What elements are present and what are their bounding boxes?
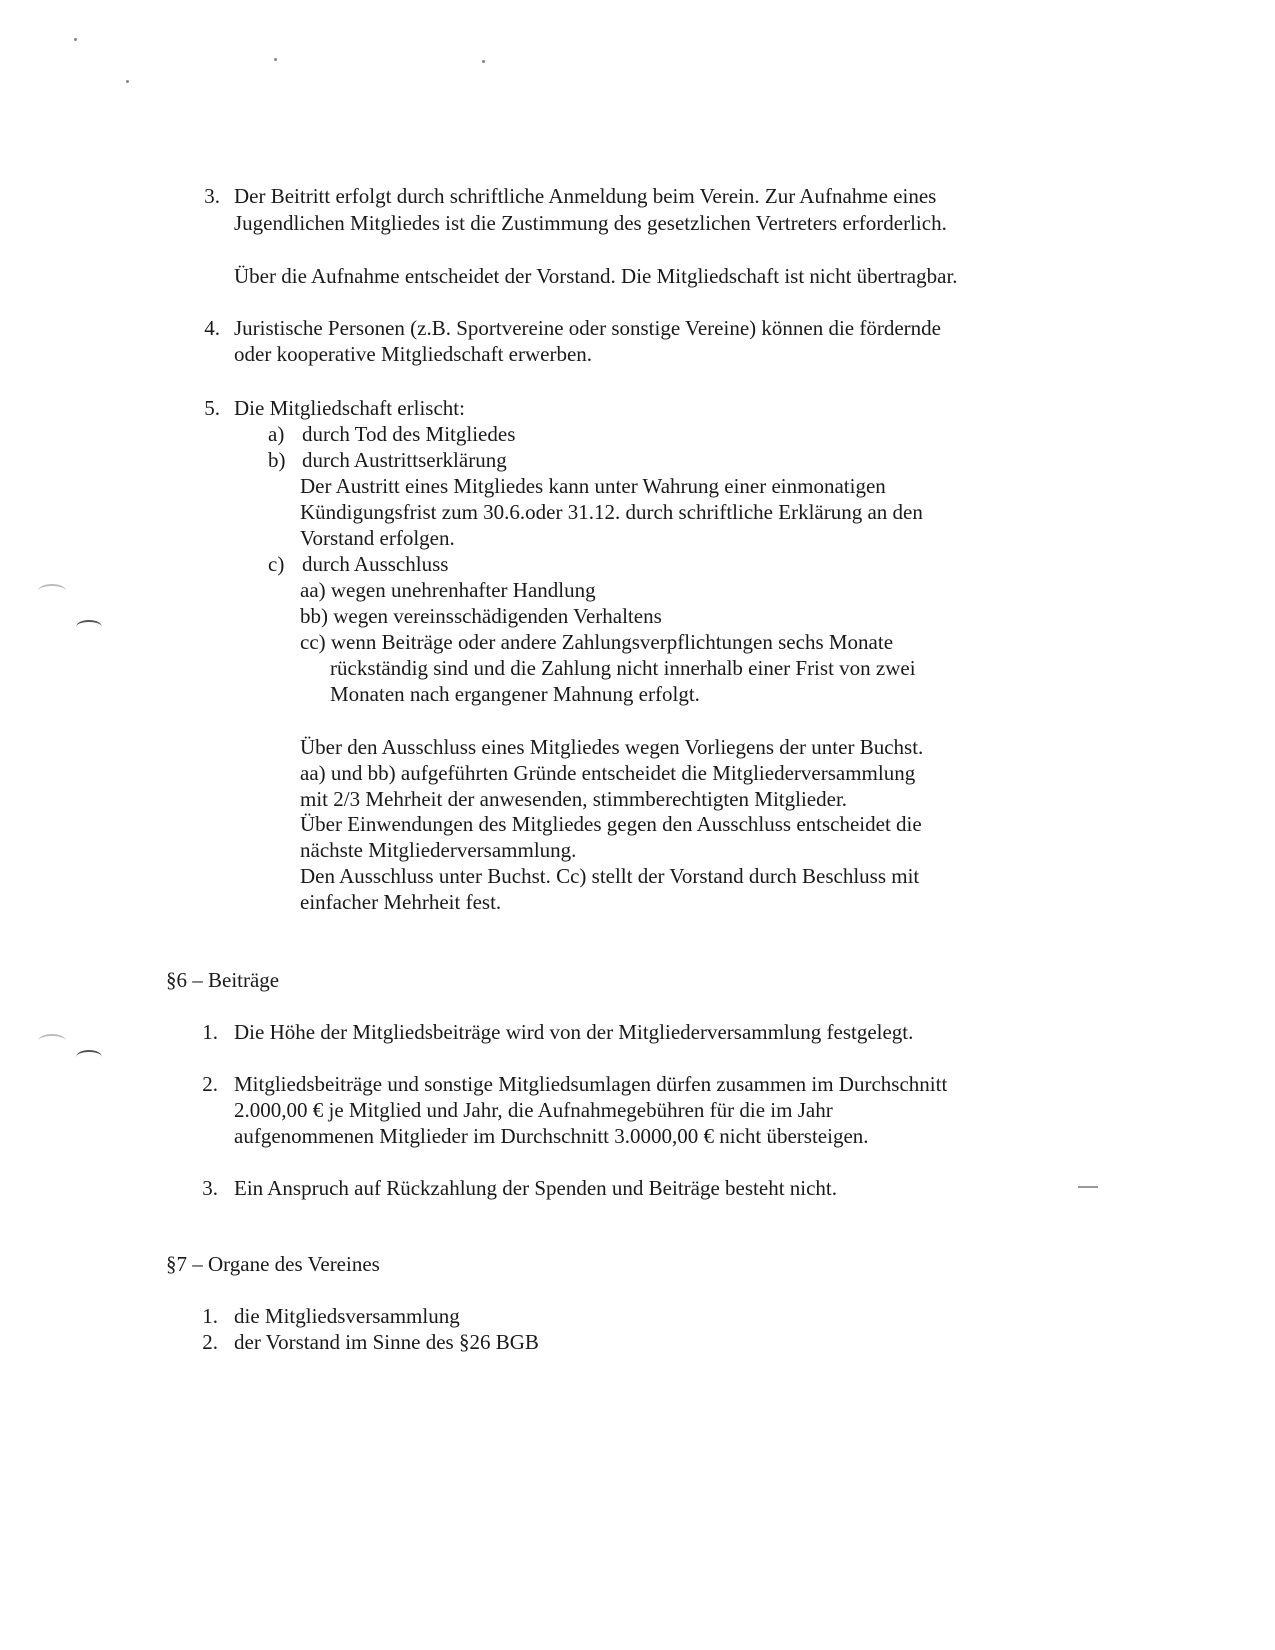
item-3-line-2: Jugendlichen Mitgliedes ist die Zustimmung des gesetzlichen Vertreters erforderlich. bbox=[234, 211, 947, 235]
item-5-para-line-7: einfacher Mehrheit fest. bbox=[300, 890, 502, 914]
item-5a-text: durch Tod des Mitgliedes bbox=[302, 422, 516, 446]
scan-speck bbox=[74, 38, 77, 41]
item-5-para-line-6: Den Ausschluss unter Buchst. Cc) stellt der Vorstand durch Beschluss mit bbox=[300, 864, 920, 888]
s6-item-2-line-1: Mitgliedsbeiträge und sonstige Mitgliedsumlagen dürfen zusammen im Durchschnitt bbox=[234, 1072, 948, 1096]
item-5-para-line-3: mit 2/3 Mehrheit der anwesenden, stimmberechtigten Mitglieder. bbox=[300, 787, 848, 811]
item-5b-label: b) bbox=[268, 448, 286, 472]
item-5b-text: durch Austrittserklärung bbox=[302, 448, 507, 472]
s6-item-1-text: Die Höhe der Mitgliedsbeiträge wird von der Mitgliederversammlung festgelegt. bbox=[234, 1020, 914, 1044]
item-5c-cc-line-1: cc) wenn Beiträge oder andere Zahlungsverpflichtungen sechs Monate bbox=[300, 630, 894, 654]
s7-item-1-number: 1. bbox=[202, 1304, 218, 1328]
item-5b-line-3: Vorstand erfolgen. bbox=[300, 526, 455, 550]
item-5-para-line-2: aa) und bb) aufgeführten Gründe entscheidet die Mitgliederversammlung bbox=[300, 761, 916, 785]
item-3-line-1: Der Beitritt erfolgt durch schriftliche Anmeldung beim Verein. Zur Aufnahme eines bbox=[234, 184, 937, 208]
item-4-number: 4. bbox=[204, 316, 220, 340]
s7-item-2-number: 2. bbox=[202, 1330, 218, 1354]
item-5b-line-2: Kündigungsfrist zum 30.6.oder 31.12. durch schriftliche Erklärung an den bbox=[300, 500, 923, 524]
s6-item-2-line-3: aufgenommenen Mitglieder im Durchschnitt 3.0000,00 € nicht übersteigen. bbox=[234, 1124, 869, 1148]
s7-item-2-text: der Vorstand im Sinne des §26 BGB bbox=[234, 1330, 539, 1354]
section-6-heading: §6 – Beiträge bbox=[166, 968, 280, 992]
s6-item-3-number: 3. bbox=[202, 1176, 218, 1200]
scan-speck bbox=[274, 58, 277, 61]
item-5-para-line-1: Über den Ausschluss eines Mitgliedes wegen Vorliegens der unter Buchst. bbox=[300, 735, 924, 759]
item-4-line-1: Juristische Personen (z.B. Sportvereine oder sonstige Vereine) können die fördernde bbox=[234, 316, 941, 340]
item-5c-label: c) bbox=[268, 552, 285, 576]
punch-hole-mark bbox=[76, 620, 102, 634]
item-5-para-line-4: Über Einwendungen des Mitgliedes gegen den Ausschluss entscheidet die bbox=[300, 812, 922, 836]
item-5a-label: a) bbox=[268, 422, 285, 446]
item-3-number: 3. bbox=[204, 184, 220, 208]
punch-hole-mark bbox=[76, 1050, 102, 1064]
item-5c-aa: aa) wegen unehrenhafter Handlung bbox=[300, 578, 596, 602]
item-5-para-line-5: nächste Mitgliederversammlung. bbox=[300, 838, 577, 862]
punch-hole-mark bbox=[38, 584, 66, 598]
item-3-line-3: Über die Aufnahme entscheidet der Vorstand. Die Mitgliedschaft ist nicht übertragbar. bbox=[234, 264, 958, 288]
s6-item-1-number: 1. bbox=[202, 1020, 218, 1044]
s6-item-2-number: 2. bbox=[202, 1072, 218, 1096]
s6-item-3-text: Ein Anspruch auf Rückzahlung der Spenden und Beiträge besteht nicht. bbox=[234, 1176, 838, 1200]
item-4-line-2: oder kooperative Mitgliedschaft erwerben. bbox=[234, 342, 593, 366]
item-5c-cc-line-2: rückständig sind und die Zahlung nicht innerhalb einer Frist von zwei bbox=[330, 656, 916, 680]
item-5b-line-1: Der Austritt eines Mitgliedes kann unter Wahrung einer einmonatigen bbox=[300, 474, 886, 498]
item-5-intro: Die Mitgliedschaft erlischt: bbox=[234, 396, 465, 420]
section-7-heading: §7 – Organe des Vereines bbox=[166, 1252, 380, 1276]
scan-speck bbox=[482, 60, 485, 63]
scan-speck bbox=[126, 80, 129, 83]
item-5c-text: durch Ausschluss bbox=[302, 552, 449, 576]
item-5c-cc-line-3: Monaten nach ergangener Mahnung erfolgt. bbox=[330, 682, 700, 706]
s7-item-1-text: die Mitgliedsversammlung bbox=[234, 1304, 460, 1328]
s6-item-2-line-2: 2.000,00 € je Mitglied und Jahr, die Aufnahmegebühren für die im Jahr bbox=[234, 1098, 833, 1122]
item-5c-bb: bb) wegen vereinsschädigenden Verhaltens bbox=[300, 604, 662, 628]
item-5-number: 5. bbox=[204, 396, 220, 420]
punch-hole-mark bbox=[38, 1034, 66, 1048]
scan-smudge bbox=[1078, 1186, 1098, 1188]
